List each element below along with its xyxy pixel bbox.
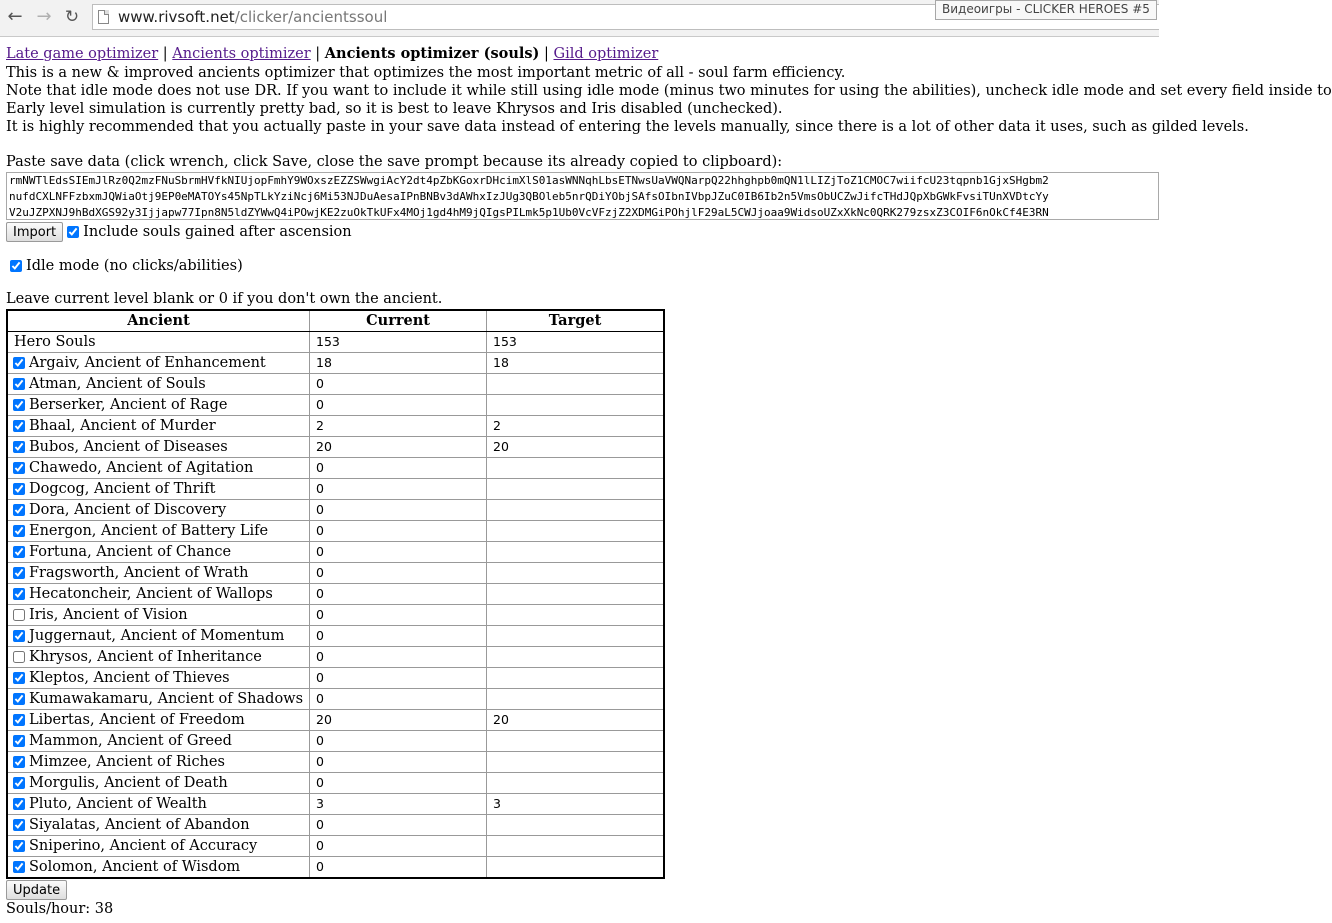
optimizer-nav <box>6 44 1159 64</box>
current-level-input[interactable]: 0 <box>310 458 487 479</box>
ancient-name: Fragsworth, Ancient of Wrath <box>29 565 249 581</box>
ancient-cell <box>7 689 310 710</box>
ancient-enable-checkbox[interactable] <box>13 651 25 663</box>
current-level-input[interactable]: 0 <box>310 563 487 584</box>
ancient-name: Kleptos, Ancient of Thieves <box>29 670 230 686</box>
ancient-cell <box>7 626 310 647</box>
link-late-game-optimizer[interactable]: Late game optimizer <box>6 46 159 62</box>
idle-mode-row <box>6 256 1159 276</box>
intro-line: Early level simulation is currently pretty bad, so it is best to leave Khrysos and Iris disabled (unchecked). <box>6 101 783 117</box>
table-row <box>7 542 664 563</box>
ancient-name: Kumawakamaru, Ancient of Shadows <box>29 691 304 707</box>
target-level <box>487 584 665 605</box>
ancient-cell <box>7 374 310 395</box>
ancient-enable-checkbox[interactable] <box>13 672 25 684</box>
target-level <box>487 752 665 773</box>
include-souls-checkbox[interactable] <box>67 226 79 238</box>
ancient-name: Berserker, Ancient of Rage <box>29 397 228 413</box>
target-level <box>487 521 665 542</box>
url-text <box>118 8 387 26</box>
ancient-enable-checkbox[interactable] <box>13 504 25 516</box>
ancient-name: Pluto, Ancient of Wealth <box>29 796 207 812</box>
header-target: Target <box>487 310 665 332</box>
ancient-name: Solomon, Ancient of Wisdom <box>29 859 241 875</box>
import-button[interactable]: Import <box>6 222 63 242</box>
ancient-cell <box>7 500 310 521</box>
target-level <box>487 563 665 584</box>
ancient-cell <box>7 605 310 626</box>
target-level <box>487 605 665 626</box>
current-page-label: Ancients optimizer (souls) <box>324 45 540 62</box>
current-level-input[interactable]: 0 <box>310 815 487 836</box>
target-level <box>487 542 665 563</box>
current-level-input[interactable]: 0 <box>310 521 487 542</box>
target-level <box>487 668 665 689</box>
ancient-name: Bubos, Ancient of Diseases <box>29 439 228 455</box>
table-row <box>7 626 664 647</box>
ancient-enable-checkbox[interactable] <box>13 840 25 852</box>
table-row <box>7 731 664 752</box>
ancient-enable-checkbox[interactable] <box>13 462 25 474</box>
hero-souls-current-input[interactable]: 153 <box>310 332 487 353</box>
target-level <box>487 836 665 857</box>
hero-souls-target: 153 <box>487 332 665 353</box>
header-current: Current <box>310 310 487 332</box>
table-row <box>7 458 664 479</box>
target-level <box>487 857 665 879</box>
intro-line: It is highly recommended that you actually paste in your save data instead of entering the levels manually, since there is a lot of other data it uses, such as gilded levels. <box>6 119 1249 135</box>
current-level-input[interactable]: 20 <box>310 437 487 458</box>
target-level: 20 <box>487 710 665 731</box>
save-data-textarea[interactable] <box>6 172 1159 220</box>
current-level-input[interactable]: 0 <box>310 752 487 773</box>
ancient-name: Sniperino, Ancient of Accuracy <box>29 838 258 854</box>
leave-blank-note: Leave current level blank or 0 if you don't own the ancient. <box>6 291 443 307</box>
ancient-enable-checkbox[interactable] <box>13 441 25 453</box>
ancient-cell <box>7 731 310 752</box>
idle-mode-label: Idle mode (no clicks/abilities) <box>26 258 243 274</box>
ancient-enable-checkbox[interactable] <box>13 714 25 726</box>
ancient-enable-checkbox[interactable] <box>13 630 25 642</box>
target-level <box>487 374 665 395</box>
ancient-name: Energon, Ancient of Battery Life <box>29 523 269 539</box>
ancient-enable-checkbox[interactable] <box>13 777 25 789</box>
table-row <box>7 416 664 437</box>
table-row <box>7 710 664 731</box>
hero-souls-label: Hero Souls <box>7 332 310 353</box>
hero-souls-row <box>7 332 664 353</box>
include-souls-label: Include souls gained after ascension <box>83 224 352 240</box>
current-level-input[interactable]: 0 <box>310 836 487 857</box>
ancient-name: Siyalatas, Ancient of Abandon <box>29 817 250 833</box>
target-level <box>487 500 665 521</box>
header-ancient: Ancient <box>7 310 310 332</box>
ancient-name: Libertas, Ancient of Freedom <box>29 712 245 728</box>
table-row <box>7 752 664 773</box>
ancient-enable-checkbox[interactable] <box>13 819 25 831</box>
target-level: 2 <box>487 416 665 437</box>
save-data-line: nufdCXLNFFzbxmJQWiaOtj9EP0eMATOYs45NpTLkYziNcj6Mi53NJDuAesaIPnBNBv3dAWhxIzJUg3QBOleb5nrQDiYObjSAfsOIbnIVbpJZuC0IB6Ib2n5VmsObUCZwJifcTHdJQpXbGWkFvsiTUnXVDtcYy <box>9 190 1049 203</box>
ancient-enable-checkbox[interactable] <box>13 756 25 768</box>
table-row <box>7 668 664 689</box>
target-level: 20 <box>487 437 665 458</box>
intro-line: Note that idle mode does not use DR. If you want to include it while still using idle mode (minus two minutes for using the abilities), uncheck idle mode and set every field inside to <box>6 83 1332 99</box>
current-level-input[interactable]: 0 <box>310 647 487 668</box>
target-level <box>487 626 665 647</box>
table-row <box>7 479 664 500</box>
ancient-cell <box>7 542 310 563</box>
ancient-name: Dogcog, Ancient of Thrift <box>29 481 216 497</box>
forward-arrow-icon[interactable]: → <box>36 6 52 27</box>
ancient-name: Morgulis, Ancient of Death <box>29 775 228 791</box>
table-row <box>7 521 664 542</box>
target-level <box>487 458 665 479</box>
target-level <box>487 395 665 416</box>
ancient-enable-checkbox[interactable] <box>13 567 25 579</box>
table-row <box>7 647 664 668</box>
ancient-cell <box>7 752 310 773</box>
ancient-cell <box>7 794 310 815</box>
current-level-input[interactable]: 3 <box>310 794 487 815</box>
ancient-enable-checkbox[interactable] <box>13 378 25 390</box>
idle-mode-checkbox[interactable] <box>10 260 22 272</box>
table-row <box>7 857 664 879</box>
current-level-input[interactable]: 0 <box>310 731 487 752</box>
ancient-enable-checkbox[interactable] <box>13 609 25 621</box>
ancient-name: Bhaal, Ancient of Murder <box>29 418 216 434</box>
table-row <box>7 353 664 374</box>
ancient-name: Fortuna, Ancient of Chance <box>29 544 232 560</box>
browser-toolbar <box>0 0 1159 37</box>
ancient-enable-checkbox[interactable] <box>13 546 25 558</box>
ancient-name: Atman, Ancient of Souls <box>29 376 206 392</box>
ancient-cell <box>7 836 310 857</box>
update-button[interactable]: Update <box>6 880 67 900</box>
target-level <box>487 689 665 710</box>
ancient-cell <box>7 668 310 689</box>
ancient-cell <box>7 479 310 500</box>
link-gild-optimizer[interactable]: Gild optimizer <box>553 46 659 62</box>
ancient-cell <box>7 458 310 479</box>
ancient-name: Chawedo, Ancient of Agitation <box>29 460 254 476</box>
window-title-tooltip: Видеоигры - CLICKER HEROES #5 <box>935 0 1157 20</box>
current-level-input[interactable]: 2 <box>310 416 487 437</box>
ancient-cell <box>7 857 310 879</box>
ancient-enable-checkbox[interactable] <box>13 735 25 747</box>
ancient-cell <box>7 710 310 731</box>
table-row <box>7 563 664 584</box>
url-host: www.rivsoft.net <box>118 8 235 26</box>
reload-icon[interactable]: ↻ <box>64 7 80 27</box>
ancient-name: Mimzee, Ancient of Riches <box>29 754 225 770</box>
ancient-cell <box>7 521 310 542</box>
current-level-input[interactable]: 0 <box>310 374 487 395</box>
current-level-input[interactable]: 18 <box>310 353 487 374</box>
target-level <box>487 647 665 668</box>
back-arrow-icon[interactable]: ← <box>7 6 23 27</box>
intro-line: This is a new & improved ancients optimizer that optimizes the most important metric of all - soul farm efficiency. <box>6 65 846 81</box>
ancient-enable-checkbox[interactable] <box>13 525 25 537</box>
ancient-enable-checkbox[interactable] <box>13 399 25 411</box>
table-header-row <box>7 310 664 332</box>
ancient-name: Hecatoncheir, Ancient of Wallops <box>29 586 273 602</box>
ancient-cell <box>7 563 310 584</box>
current-level-input[interactable]: 0 <box>310 605 487 626</box>
ancient-enable-checkbox[interactable] <box>13 357 25 369</box>
ancient-cell <box>7 773 310 794</box>
ancient-cell <box>7 647 310 668</box>
nav-separator: | <box>544 46 549 62</box>
table-row <box>7 605 664 626</box>
current-level-input[interactable]: 0 <box>310 857 487 879</box>
intro-text <box>6 64 1332 136</box>
ancient-name: Mammon, Ancient of Greed <box>29 733 232 749</box>
nav-separator: | <box>162 46 168 62</box>
page-content <box>6 44 1332 918</box>
ancient-name: Khrysos, Ancient of Inheritance <box>29 649 262 665</box>
current-level-input[interactable]: 0 <box>310 626 487 647</box>
table-row <box>7 794 664 815</box>
table-row <box>7 374 664 395</box>
ancient-cell <box>7 416 310 437</box>
save-data-line: V2uJZPXNJ9hBdXGS92y3Ijjapw77Ipn8N5ldZYWwQ4iPOwjKE2zuOkTkUFx4MOj1gd4hM9jQIgsPILmk5p1Ub0VcVFzjZ2XDMGiPOhjlF29aL5CWJjoaa9WidsoUZxXkNc0QRK279zsxZ3COIF6nOkCf4E3RN <box>9 206 1049 219</box>
ancient-enable-checkbox[interactable] <box>13 798 25 810</box>
nav-separator: | <box>315 46 321 62</box>
ancient-cell <box>7 437 310 458</box>
target-level: 18 <box>487 353 665 374</box>
target-level: 3 <box>487 794 665 815</box>
current-level-input[interactable]: 0 <box>310 584 487 605</box>
ancient-cell <box>7 395 310 416</box>
link-ancients-optimizer[interactable]: Ancients optimizer <box>172 46 311 62</box>
ancient-enable-checkbox[interactable] <box>13 693 25 705</box>
ancient-name: Juggernaut, Ancient of Momentum <box>29 628 285 644</box>
current-level-input[interactable]: 0 <box>310 668 487 689</box>
current-level-input[interactable]: 0 <box>310 500 487 521</box>
ancient-name: Dora, Ancient of Discovery <box>29 502 227 518</box>
table-row <box>7 437 664 458</box>
current-level-input[interactable]: 0 <box>310 479 487 500</box>
souls-per-hour: Souls/hour: 38 <box>6 901 114 917</box>
ancient-enable-checkbox[interactable] <box>13 483 25 495</box>
table-row <box>7 689 664 710</box>
ancient-name: Iris, Ancient of Vision <box>29 607 188 623</box>
table-row <box>7 584 664 605</box>
url-path: /clicker/ancientssoul <box>234 8 388 26</box>
save-data-line: rmNWTlEdsSIEmJlRz0Q2mzFNuSbrmHVfkNIUjopFmhY9WOxszEZZSWwgiAcY2dt4pZbKGoxrDHcimXlS01asWNNqhLbsETNwsUaVWQNarpQ22hhghpb0mQN1lLIZjToZ1CMOC7wiifcU23tqpnb1GjxSHgbm2 <box>9 174 1049 187</box>
ancient-cell <box>7 584 310 605</box>
current-level-input[interactable]: 0 <box>310 773 487 794</box>
current-level-input[interactable]: 0 <box>310 689 487 710</box>
current-level-input[interactable]: 0 <box>310 542 487 563</box>
ancient-cell <box>7 353 310 374</box>
current-level-input[interactable]: 20 <box>310 710 487 731</box>
ancient-enable-checkbox[interactable] <box>13 588 25 600</box>
table-row <box>7 500 664 521</box>
current-level-input[interactable]: 0 <box>310 395 487 416</box>
ancient-cell <box>7 815 310 836</box>
ancient-name: Argaiv, Ancient of Enhancement <box>29 355 266 371</box>
ancient-enable-checkbox[interactable] <box>13 861 25 873</box>
import-row <box>6 222 1159 242</box>
target-level <box>487 479 665 500</box>
target-level <box>487 773 665 794</box>
page-icon <box>98 10 109 24</box>
table-row <box>7 773 664 794</box>
table-row <box>7 815 664 836</box>
target-level <box>487 731 665 752</box>
table-row <box>7 395 664 416</box>
update-row <box>6 880 1159 900</box>
table-row <box>7 836 664 857</box>
ancients-table <box>6 309 665 879</box>
paste-save-label: Paste save data (click wrench, click Save, close the save prompt because its already copied to clipboard): <box>6 154 783 170</box>
target-level <box>487 815 665 836</box>
ancient-enable-checkbox[interactable] <box>13 420 25 432</box>
